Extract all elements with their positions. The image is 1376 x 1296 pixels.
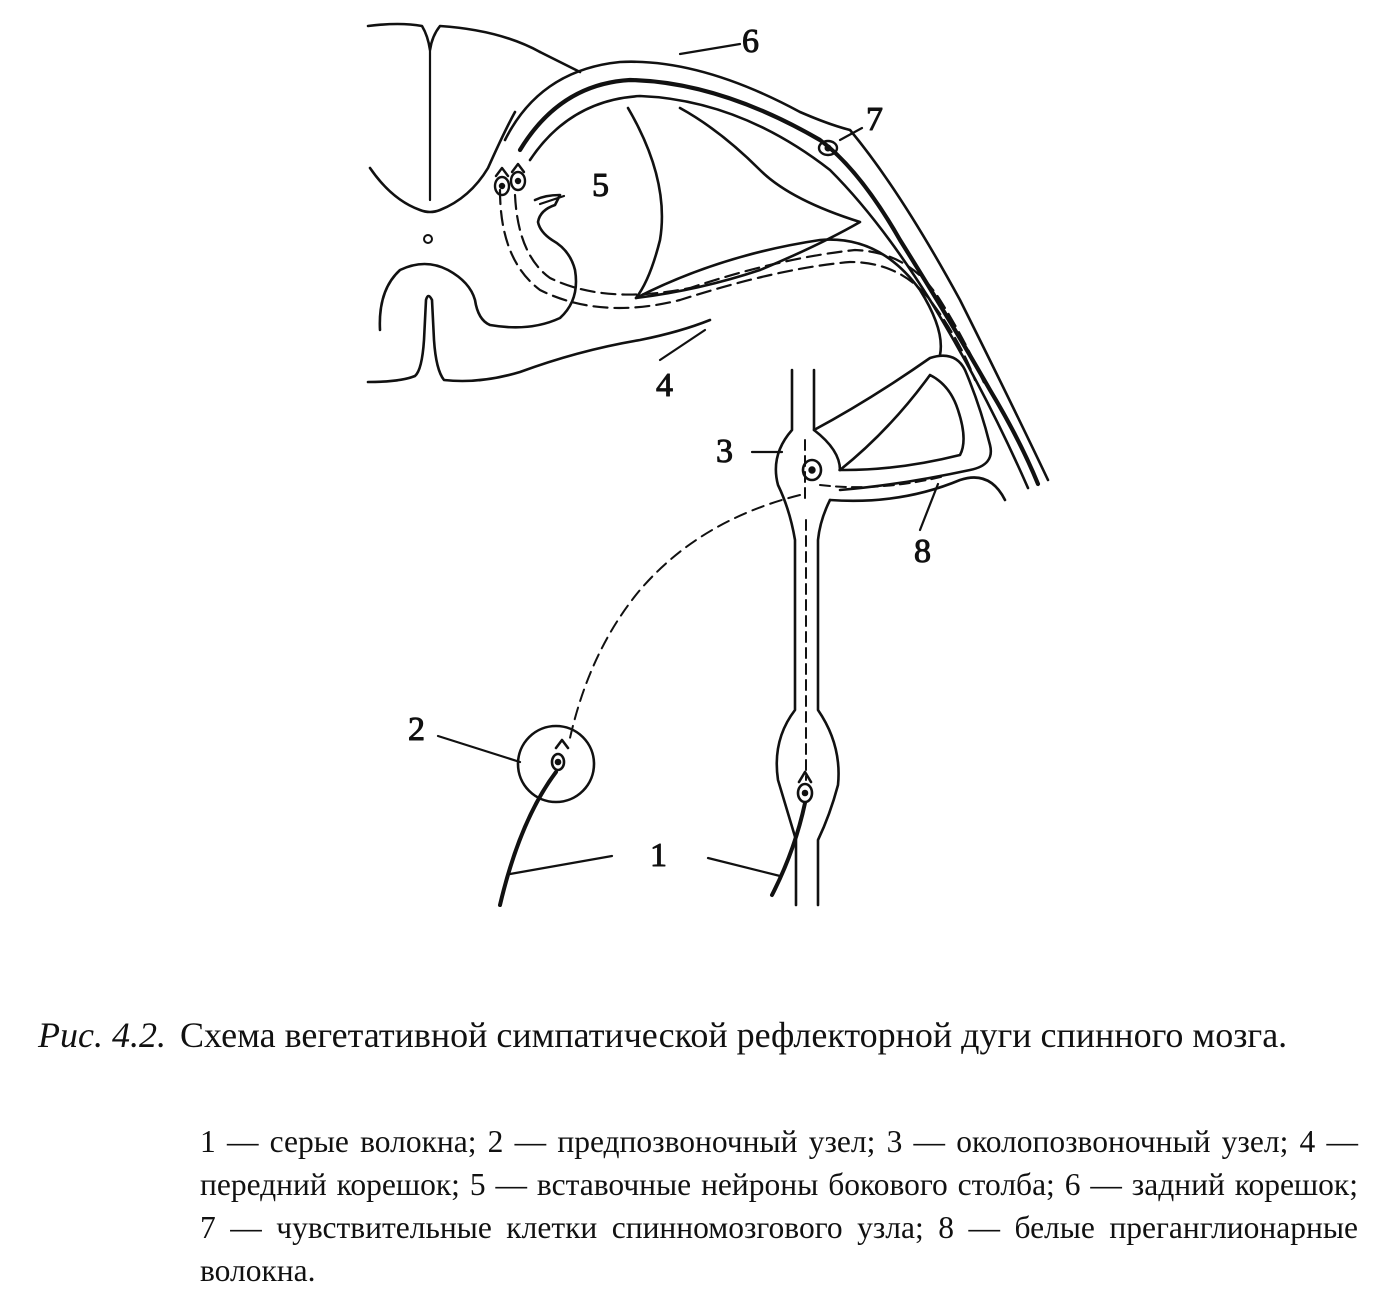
label-1: 1 [650, 837, 667, 874]
label-4: 4 [656, 367, 673, 404]
figure-ref: Рис. 4.2. [38, 1015, 166, 1055]
rami-communicantes [814, 356, 1005, 501]
label-5: 5 [592, 167, 609, 204]
prevertebral-ganglion [518, 495, 800, 802]
figure-caption [38, 1012, 1358, 1058]
spinal-cord-outline [368, 24, 860, 382]
label-2: 2 [408, 711, 425, 748]
label-6: 6 [742, 23, 759, 60]
sympathetic-trunk [776, 370, 840, 905]
figure-legend: 1 — серые волокна; 2 — предпозвоночный узел; 3 — околопозвоночный узел; 4 — передний корешок; 5 — вставочные нейроны бокового столба; 6 — задний корешок; 7 — чувствительные клетки спинномозгового узла; 8 — белые преганглионарные волокна. [200, 1124, 1358, 1288]
label-3: 3 [716, 433, 733, 470]
caption-title: Схема вегетативной симпатической рефлекторной дуги спинного мозга. [179, 1015, 1288, 1055]
posterior-root [505, 62, 1048, 488]
label-8: 8 [914, 533, 931, 570]
label-7: 7 [866, 101, 883, 138]
